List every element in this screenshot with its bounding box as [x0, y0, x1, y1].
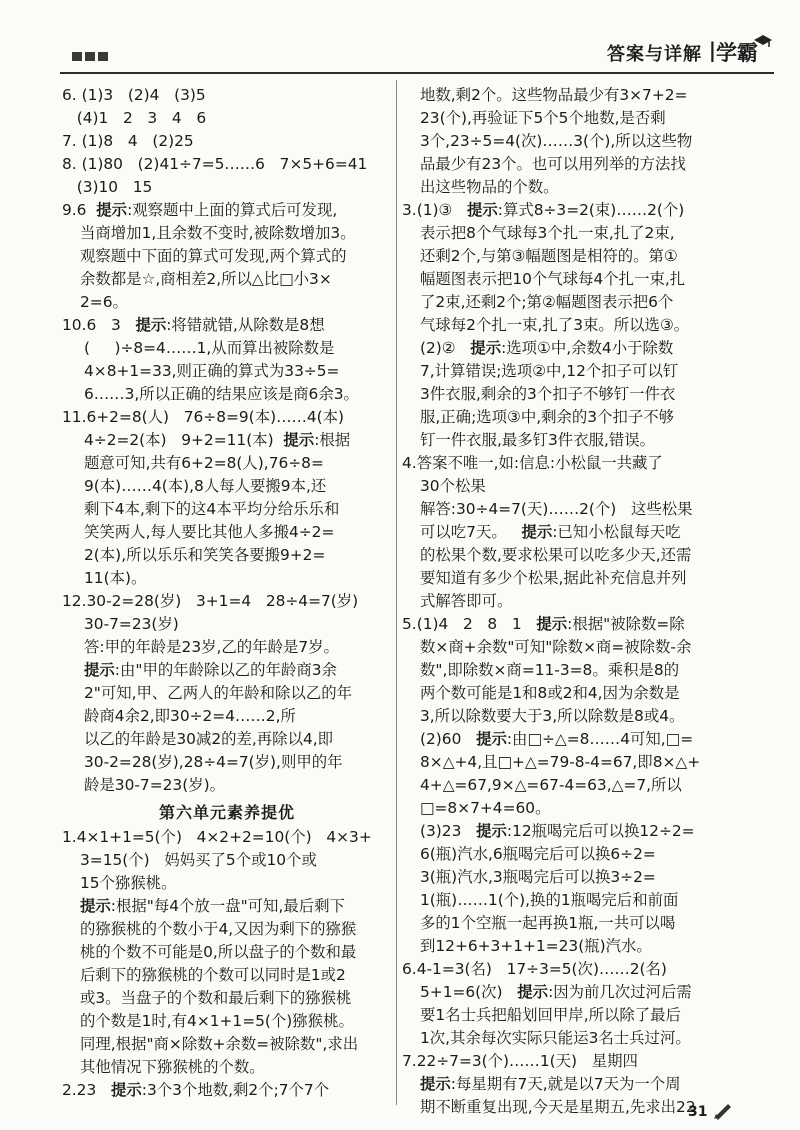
answer-text: (1)4 2 8 1 [416, 615, 522, 633]
header-brand: 学霸 [716, 41, 758, 65]
tip-text: 4+△=67,9×△=67-4=63,△=7,所以 [420, 776, 682, 794]
tip-text: 当商增加1,且余数不变时,被除数增加3。 [80, 224, 356, 242]
tip-text: 桃的个数不可能是0,所以盘子的个数和最 [80, 943, 357, 961]
tip-text: 式解答即可。 [420, 592, 513, 610]
answer-number: 12. [62, 592, 87, 610]
section-answer-2 [62, 1079, 392, 1102]
tip-text: :由□÷△=8……4可知,□= [506, 730, 694, 748]
tip-text: 或3。当盘子的个数和最后剩下的猕猴桃 [80, 989, 352, 1007]
tip-text: 到12+6+3+1+1=23(瓶)汽水。 [420, 937, 652, 955]
answer-number: 5. [402, 615, 417, 633]
answer-number: 4. [402, 454, 417, 472]
tip-text: 气球每2个扎一束,扎了3束。所以选③。 [420, 316, 690, 334]
tip-text: 6……3,所以正确的结果应该是商6余3。 [84, 385, 359, 403]
tip-text: 11(本)。 [84, 569, 147, 587]
tip-text: 以乙的年龄是30减2的差,再除以4,即 [84, 730, 334, 748]
header-title: 答案与详解 [607, 44, 702, 65]
tip-text: 数",即除数×商=11-3=8。乘积是8的 [420, 661, 680, 679]
answer-12 [62, 590, 392, 613]
answer-9 [62, 199, 392, 222]
tip-text: □=8×7+4=60。 [420, 799, 551, 817]
tip-text: 4×8+1=33,则正确的算式为33÷5= [84, 362, 340, 380]
answer-text: (3)23 [420, 822, 462, 840]
tip-text: 剩下4本,剩下的这4本平均分给乐乐和 [84, 500, 340, 518]
tip-text: 9(本)……4(本),8人每人要搬9本,还 [84, 477, 327, 495]
answer-11-line [62, 429, 392, 452]
tip-text: 的猕猴桃的个数小于4,又因为剩下的猕猴 [80, 920, 357, 938]
answer-9-value: 9.6 [62, 201, 87, 219]
tip-text: 2=6。 [80, 293, 128, 311]
tip-text: 23(个),再验证下5个5个地数,是否剩 [420, 109, 666, 127]
answer-text: 答案不唯一,如:信息:小松鼠一共藏了 [416, 454, 663, 472]
left-column [62, 84, 392, 1102]
answer-number: 1. [62, 828, 77, 846]
tip-label: 提示 [96, 201, 128, 219]
answer-text: 30-7=23(岁) [84, 615, 179, 633]
tip-text: 3(瓶)汽水,3瓶喝完后可以换3÷2= [420, 868, 656, 886]
tip-label: 提示 [420, 1075, 451, 1093]
answer-number: 3. [402, 201, 417, 219]
section-answer-5-part3 [402, 820, 746, 843]
section-answer-7-tip [402, 1073, 746, 1096]
answer-text: 可以吃7天。 [420, 523, 507, 541]
tip-text: 3,所以除数要大于3,所以除数是8或4。 [420, 707, 685, 725]
answer-number: 2.23 [62, 1081, 97, 1099]
tip-text: :根据 [314, 431, 351, 449]
section-answer-6 [402, 958, 746, 981]
answer-10-value: 10.6 3 [62, 316, 121, 334]
answer-text: (2)② [420, 339, 456, 357]
header-separator: | [708, 38, 716, 62]
tip-text: 观察题中下面的算式可发现,两个算式的 [80, 247, 347, 265]
tip-label: 提示 [80, 897, 111, 915]
answer-number: 7. [402, 1052, 417, 1070]
tip-label: 提示 [470, 339, 502, 357]
tip-text: :将错就错,从除数是8想 [166, 316, 325, 334]
tip-text: 期不断重复出现,今天是星期五,先求出22 [420, 1098, 696, 1116]
answer-12-tip [62, 659, 392, 682]
tip-text: 余数都是☆,商相差2,所以△比□小3× [80, 270, 332, 288]
section-answer-5-part2 [402, 728, 746, 751]
page-header [0, 0, 800, 78]
header-rule [60, 72, 774, 74]
tip-text: 幅题图表示把10个气球每4个扎一束,扎 [420, 270, 686, 288]
tip-label: 提示 [476, 822, 507, 840]
section-answer-6-tip [402, 981, 746, 1004]
tip-text: :每星期有7天,就是以7天为一个周 [450, 1075, 681, 1093]
tip-text: 出这些物品的个数。 [420, 178, 559, 196]
tip-text: 要1名士兵把船划回甲岸,所以除了最后 [420, 1006, 681, 1024]
tip-text: 表示把8个气球每3个扎一束,扎了2束, [420, 224, 675, 242]
section-answer-5 [402, 613, 746, 636]
tip-text: 1(瓶)……1(个),换的1瓶喝完后和前面 [420, 891, 679, 909]
answer-text: (1)③ [416, 201, 453, 219]
tip-text: 后剩下的猕猴桃的个数可以同时是1或2 [80, 966, 346, 984]
answer-number: 11. [62, 408, 87, 426]
answer-text: 15个猕猴桃。 [80, 874, 177, 892]
tip-text: :已知小松鼠每天吃 [552, 523, 681, 541]
tip-text: 地数,剩2个。这些物品最少有3×7+2= [420, 86, 688, 104]
answer-line: (4)1 2 3 4 6 [62, 109, 207, 127]
header-squares-icon [72, 52, 108, 61]
tip-text: :算式8÷3=2(束)……2(个) [497, 201, 685, 219]
tip-label: 提示 [466, 201, 498, 219]
tip-text: :由"甲的年龄除以乙的年龄商3余 [114, 661, 337, 679]
tip-label: 提示 [110, 1081, 142, 1099]
section-answer-4 [402, 452, 746, 475]
column-divider [396, 80, 397, 1105]
tip-label: 提示 [283, 431, 315, 449]
page-footer [0, 1100, 800, 1130]
tip-text: 还剩2个,与第③幅题图是相符的。第① [420, 247, 678, 265]
answer-text: 答:甲的年龄是23岁,乙的年龄是7岁。 [84, 638, 339, 656]
tip-text: 的松果个数,要求松果可以吃多少天,还需 [420, 546, 692, 564]
answer-text: (2)60 [420, 730, 462, 748]
tip-text: 两个数可能是1和8或2和4,因为余数是 [420, 684, 680, 702]
section-answer-7 [402, 1050, 746, 1073]
answer-11 [62, 406, 392, 429]
tip-text: 6(瓶)汽水,6瓶喝完后可以换6÷2= [420, 845, 656, 863]
section-answer-3 [402, 199, 746, 222]
tip-text: 多的1个空瓶一起再换1瓶,一共可以喝 [420, 914, 676, 932]
tip-text: :根据"被除数=除 [567, 615, 685, 633]
tip-text: :12瓶喝完后可以换12÷2= [506, 822, 695, 840]
tip-label: 提示 [517, 983, 549, 1001]
tip-text: 2"可知,甲、乙两人的年龄和除以乙的年 [84, 684, 353, 702]
tip-text: 8×△+4,且□+△=79-8-4=67,即8×△+ [420, 753, 701, 771]
tip-text: :3个3个地数,剩2个;7个7个 [141, 1081, 330, 1099]
answer-10 [62, 314, 392, 337]
tip-label: 提示 [476, 730, 507, 748]
tip-text: 品最少有23个。也可以用列举的方法找 [420, 155, 686, 173]
tip-text: :根据"每4个放一盘"可知,最后剩下 [110, 897, 345, 915]
tip-text: 龄是30-7=23(岁)。 [84, 776, 225, 794]
answer-number: 6. [402, 960, 417, 978]
answer-text: 4×1+1=5(个) 4×2+2=10(个) 4×3+ [76, 828, 372, 846]
answer-line: (3)10 15 [62, 178, 153, 196]
section-answer-4-tip [402, 521, 746, 544]
tip-text: 其他情况下猕猴桃的个数。 [80, 1058, 265, 1076]
graduation-cap-icon [754, 34, 772, 50]
tip-text: 3个,23÷5=4(次)……3(个),所以这些物 [420, 132, 693, 150]
tip-text: 数×商+余数"可知"除数×商=被除数-余 [420, 638, 692, 656]
tip-text: :因为前几次过河后需 [548, 983, 692, 1001]
answer-text: 解答:30÷4=7(天)……2(个) 这些松果 [420, 500, 693, 518]
tip-text: 要知道有多少个松果,据此补充信息并列 [420, 569, 687, 587]
answer-text: 4÷2=2(本) 9+2=11(本) [84, 431, 274, 449]
page-number: 31 [688, 1104, 708, 1120]
tip-label: 提示 [536, 615, 568, 633]
tip-label: 提示 [521, 523, 553, 541]
answer-line: 8. (1)80 (2)41÷7=5……6 7×5+6=41 [62, 155, 368, 173]
answer-line: 7. (1)8 4 (2)25 [62, 132, 194, 150]
pen-icon [712, 1100, 734, 1120]
answer-text: 22÷7=3(个)……1(天) 星期四 [416, 1052, 638, 1070]
answer-line: 6. (1)3 (2)4 (3)5 [62, 86, 206, 104]
tip-text: :观察题中上面的算式后可发现, [127, 201, 338, 219]
tip-text: :选项①中,余数4小于除数 [501, 339, 674, 357]
tip-text: 笑笑两人,每人要比其他人多搬4÷2= [84, 523, 335, 541]
section-answer-1 [62, 826, 392, 849]
tip-text: 同理,根据"商×除数+余数=被除数",求出 [80, 1035, 359, 1053]
tip-text: 钉一件衣服,最多钉3件衣服,错误。 [420, 431, 656, 449]
answer-text: 5+1=6(次) [420, 983, 503, 1001]
answer-text: 3=15(个) 妈妈买了5个或10个或 [80, 851, 317, 869]
answer-text: 6+2=8(人) 76÷8=9(本)……4(本) [86, 408, 345, 426]
section-answer-3-part2 [402, 337, 746, 360]
tip-text: 3件衣服,剩余的3个扣子不够钉一件衣 [420, 385, 676, 403]
tip-text: 1次,其余每次实际只能运3名士兵过河。 [420, 1029, 691, 1047]
tip-text: 了2束,还剩2个;第②幅题图表示把6个 [420, 293, 674, 311]
tip-label: 提示 [135, 316, 167, 334]
tip-text: 2(本),所以乐乐和笑笑各要搬9+2= [84, 546, 326, 564]
tip-text: 7,计算错误;选项②中,12个扣子可以钉 [420, 362, 679, 380]
tip-label: 提示 [84, 661, 115, 679]
tip-text: 题意可知,共有6+2=8(人),76÷8= [84, 454, 324, 472]
tip-text: 30-2=28(岁),28÷4=7(岁),则甲的年 [84, 753, 343, 771]
answer-text: 4-1=3(名) 17÷3=5(次)……2(名) [416, 960, 667, 978]
answer-text: 30-2=28(岁) 3+1=4 28÷4=7(岁) [86, 592, 359, 610]
tip-text: ( )÷8=4……1,从而算出被除数是 [84, 339, 335, 357]
section-title: 第六单元素养提优 [158, 803, 295, 822]
section-answer-1-tip [62, 895, 392, 918]
tip-text: 龄商4余2,即30÷2=4……2,所 [84, 707, 296, 725]
right-column [402, 84, 746, 1119]
answer-text: 30个松果 [420, 477, 486, 495]
tip-text: 服,正确;选项③中,剩余的3个扣子不够 [420, 408, 675, 426]
tip-text: 的个数是1时,有4×1+1=5(个)猕猴桃。 [80, 1012, 354, 1030]
